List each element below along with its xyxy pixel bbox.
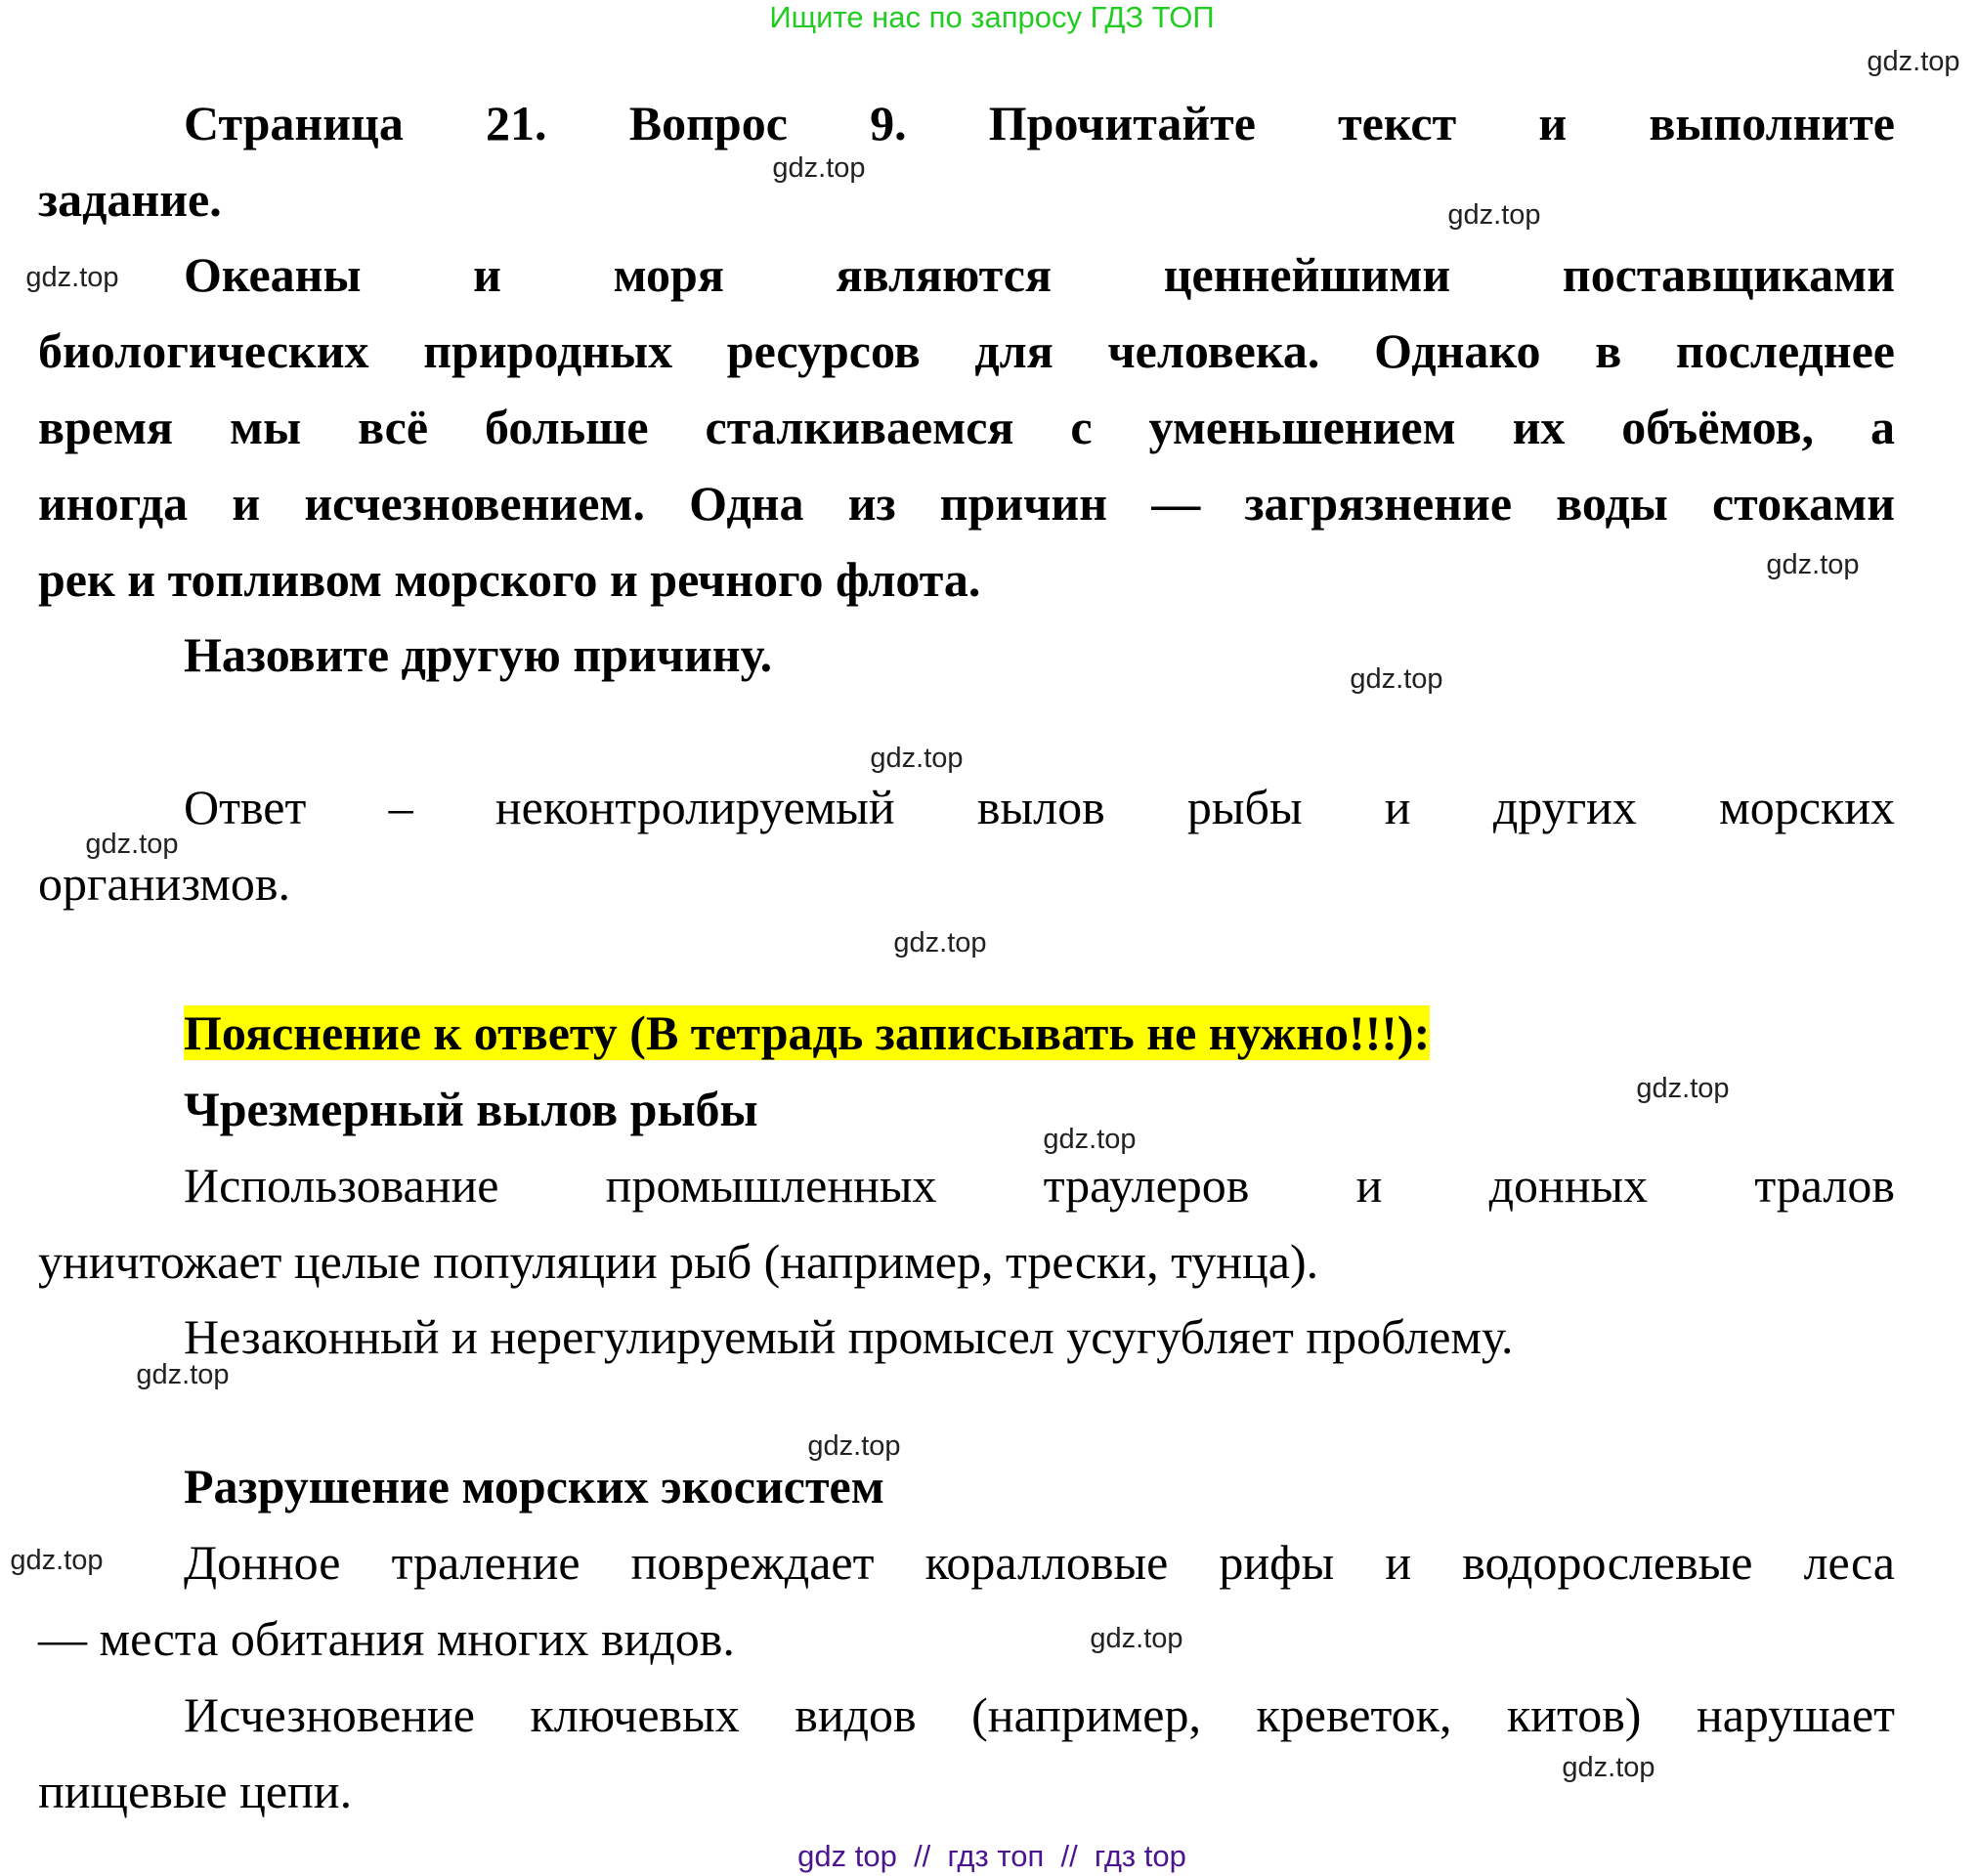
answer-line: организмов. bbox=[38, 856, 291, 911]
section1-paragraph2 bbox=[38, 1299, 1895, 1375]
text-line: уничтожает целые популяции рыб (например, трески, тунца). bbox=[38, 1234, 1319, 1289]
watermark: gdz.top bbox=[1636, 1073, 1730, 1104]
section1-paragraph1 bbox=[38, 1147, 1895, 1300]
text-line: Исчезновение ключевых видов (например, креветок, китов) нарушает bbox=[184, 1687, 1895, 1742]
watermark: gdz.top bbox=[807, 1430, 901, 1462]
text-line: Незаконный и нерегулируемый промысел усугубляет проблему. bbox=[184, 1309, 1514, 1364]
answer-line: Ответ – неконтролируемый вылов рыбы и других морских bbox=[184, 780, 1895, 834]
section-title: Разрушение морских экосистем bbox=[184, 1459, 884, 1514]
watermark: gdz.top bbox=[870, 743, 964, 774]
watermark: gdz.top bbox=[136, 1359, 230, 1390]
section2-paragraph1 bbox=[38, 1524, 1895, 1677]
text-line: Использование промышленных траулеров и донных тралов bbox=[184, 1158, 1895, 1213]
explanation-title bbox=[38, 995, 1895, 1071]
section2-title bbox=[38, 1448, 1895, 1524]
watermark: gdz.top bbox=[1562, 1752, 1655, 1783]
task-line: время мы всё больше сталкиваемся с уменьшением их объёмов, а bbox=[38, 400, 1895, 454]
task-line: рек и топливом морского и речного флота. bbox=[38, 552, 981, 607]
watermark: gdz.top bbox=[1447, 199, 1541, 231]
highlighted-title: Пояснение к ответу (В тетрадь записывать не нужно!!!): bbox=[184, 1005, 1431, 1060]
section1-title bbox=[38, 1071, 1895, 1147]
watermark: gdz.top bbox=[1350, 663, 1443, 695]
watermark: gdz.top bbox=[1867, 46, 1960, 77]
task-line: Океаны и моря являются ценнейшими поставщиками bbox=[184, 247, 1895, 302]
watermark: gdz.top bbox=[1090, 1623, 1183, 1654]
top-banner: Ищите нас по запросу ГДЗ ТОП bbox=[769, 0, 1215, 34]
watermark: gdz.top bbox=[1766, 549, 1860, 580]
watermark: gdz.top bbox=[85, 829, 179, 860]
question bbox=[38, 617, 1895, 693]
task-line: иногда и исчезновением. Одна из причин — загрязнение воды стоками bbox=[38, 476, 1895, 531]
section-title: Чрезмерный вылов рыбы bbox=[184, 1082, 758, 1136]
watermark: gdz.top bbox=[893, 927, 987, 959]
watermark: gdz.top bbox=[772, 152, 866, 184]
watermark: gdz.top bbox=[10, 1545, 104, 1576]
heading-line: задание. bbox=[38, 172, 222, 227]
heading-line: Страница 21. Вопрос 9. Прочитайте текст и выполните bbox=[184, 96, 1895, 150]
watermark: gdz.top bbox=[25, 262, 119, 293]
text-line: — места обитания многих видов. bbox=[38, 1611, 735, 1666]
answer bbox=[38, 769, 1895, 921]
task-text bbox=[38, 236, 1895, 618]
text-line: Донное траление повреждает коралловые рифы и водорослевые леса bbox=[184, 1535, 1895, 1590]
question-text: Назовите другую причину. bbox=[184, 627, 773, 682]
footer-links: gdz top // гдз топ // гдз top bbox=[797, 1839, 1186, 1873]
text-line: пищевые цепи. bbox=[38, 1764, 353, 1818]
watermark: gdz.top bbox=[1043, 1124, 1137, 1155]
task-line: биологических природных ресурсов для человека. Однако в последнее bbox=[38, 323, 1895, 378]
page-heading bbox=[38, 85, 1895, 237]
